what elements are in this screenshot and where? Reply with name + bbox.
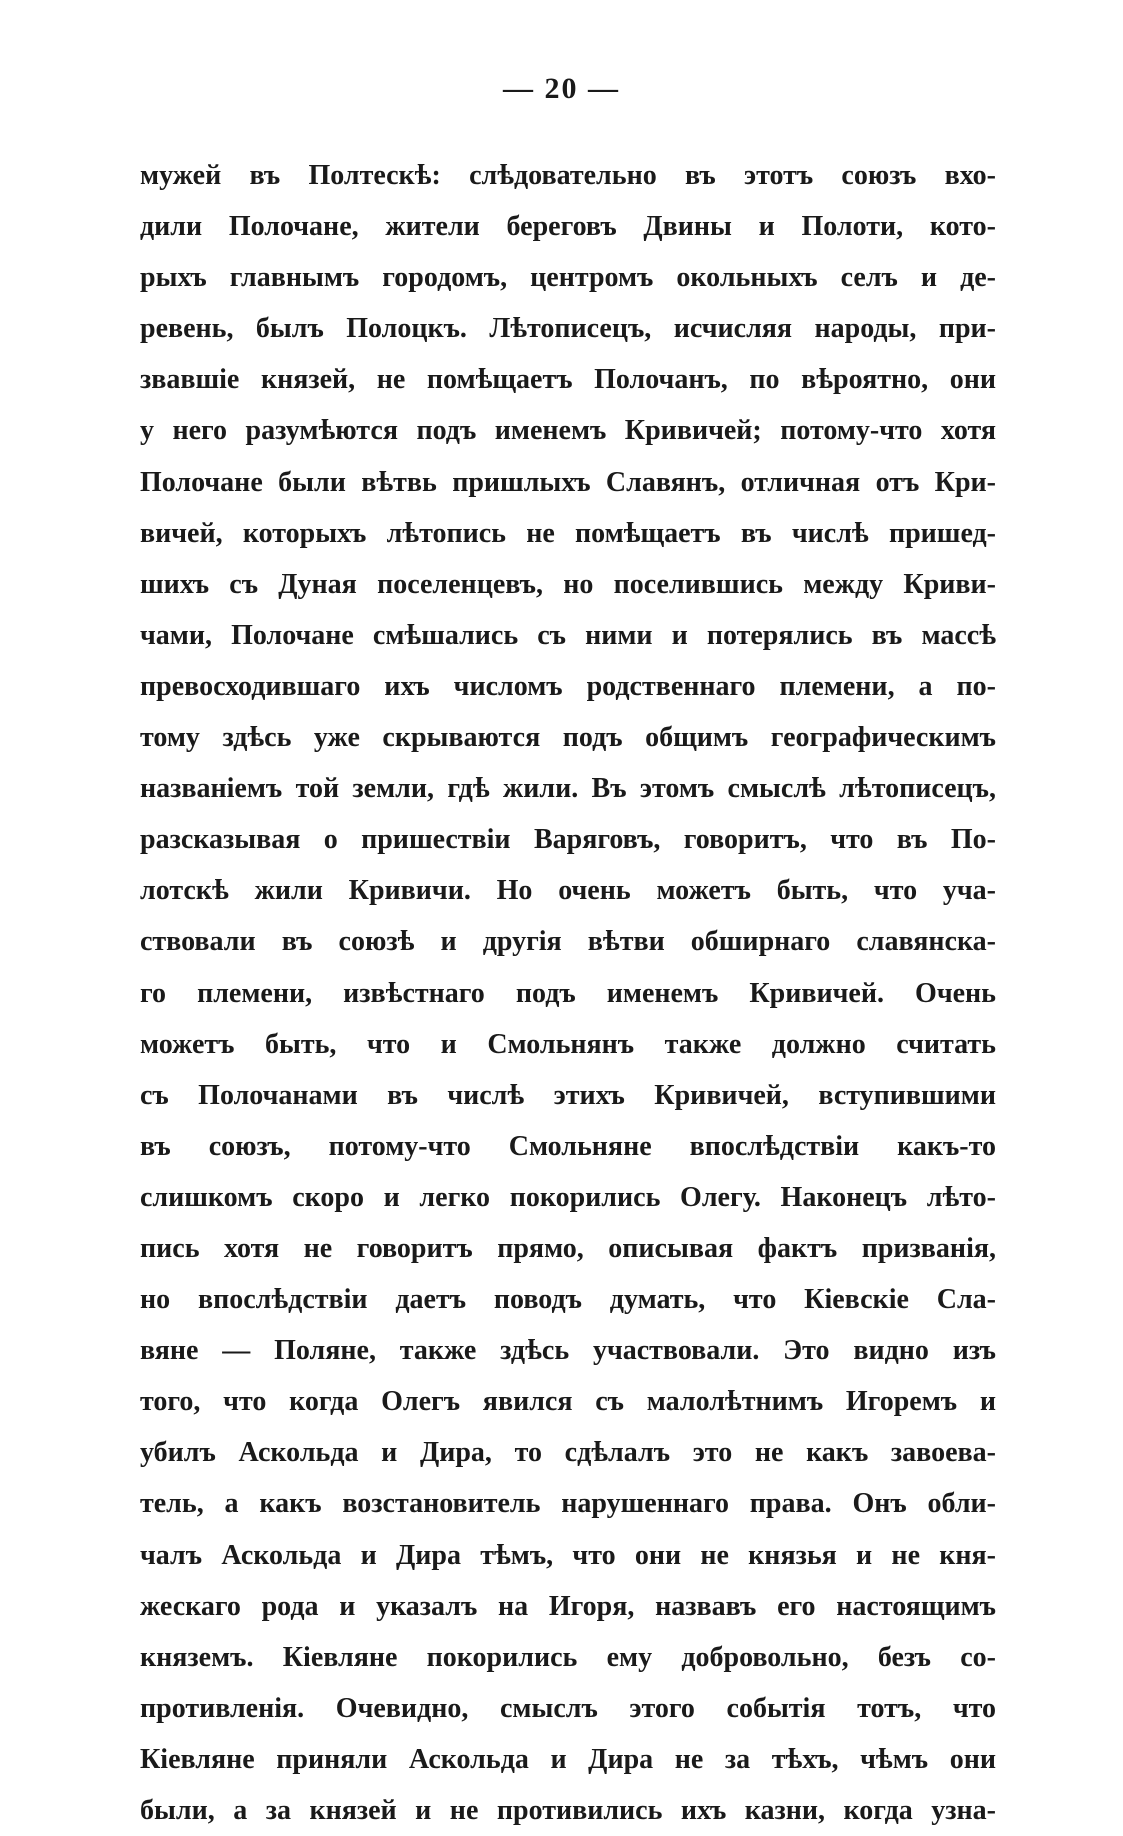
text-line: того, что когда Олегъ явился съ малолѣтнимъ Игоремъ и	[140, 1386, 996, 1418]
text-line: го племени, извѣстнаго подъ именемъ Кривичей. Очень	[140, 977, 996, 1009]
page-number: — 20 —	[503, 72, 620, 105]
text-line: ствовали въ союзѣ и другія вѣтви обширнаго славянска-	[140, 926, 996, 958]
text-line: названіемъ той земли, гдѣ жили. Въ этомъ смыслѣ лѣтописецъ,	[140, 773, 996, 805]
text-line: вичей, которыхъ лѣтопись не помѣщаетъ въ числѣ пришед-	[140, 517, 996, 549]
text-line: чалъ Аскольда и Дира тѣмъ, что они не князья и не кня-	[140, 1539, 996, 1571]
text-line: княземъ. Кіевляне покорились ему добровольно, безъ со-	[140, 1641, 996, 1673]
text-line: Кіевляне приняли Аскольда и Дира не за тѣхъ, чѣмъ они	[140, 1743, 996, 1775]
text-line: слишкомъ скоро и легко покорились Олегу. Наконецъ лѣто-	[140, 1181, 996, 1213]
text-line: тому здѣсь уже скрываются подъ общимъ географическимъ	[140, 722, 996, 754]
text-line: лотскѣ жили Кривичи. Но очень можетъ быть, что уча-	[140, 875, 996, 907]
text-line: шихъ съ Дуная поселенцевъ, но поселившись между Криви-	[140, 568, 996, 600]
text-line: чами, Полочане смѣшались съ ними и потерялись въ массѣ	[140, 619, 996, 651]
text-line: можетъ быть, что и Смольнянъ также должно считать	[140, 1028, 996, 1060]
text-line: жескаго рода и указалъ на Игоря, назвавъ его настоящимъ	[140, 1590, 996, 1622]
text-line: рыхъ главнымъ городомъ, центромъ окольныхъ селъ и де-	[140, 262, 996, 294]
text-line: звавшіе князей, не помѣщаетъ Полочанъ, по вѣроятно, они	[140, 364, 996, 396]
text-line: у него разумѣются подъ именемъ Кривичей; потому-что хотя	[140, 415, 996, 447]
text-line: дили Полочане, жители береговъ Двины и Полоти, кото-	[140, 211, 996, 243]
text-line: ревень, былъ Полоцкъ. Лѣтописецъ, исчисляя народы, при-	[140, 313, 996, 345]
body-text	[140, 150, 996, 1836]
text-line: съ Полочанами въ числѣ этихъ Кривичей, вступившими	[140, 1079, 996, 1111]
text-line: противленія. Очевидно, смыслъ этого событія тотъ, что	[140, 1692, 996, 1724]
text-line: но впослѣдствіи даетъ поводъ думать, что Кіевскіе Сла-	[140, 1284, 996, 1316]
text-line: превосходившаго ихъ числомъ родственнаго племени, а по-	[140, 670, 996, 702]
text-line: въ союзъ, потому-что Смольняне впослѣдствіи какъ-то	[140, 1130, 996, 1162]
text-line: Полочане были вѣтвь пришлыхъ Славянъ, отличная отъ Кри-	[140, 466, 996, 498]
text-line: вяне — Поляне, также здѣсь участвовали. Это видно изъ	[140, 1335, 996, 1367]
text-line: пись хотя не говоритъ прямо, описывая фактъ призванія,	[140, 1232, 996, 1264]
text-line: мужей въ Полтескѣ: слѣдовательно въ этотъ союзъ вхо-	[140, 160, 996, 191]
text-line: были, а за князей и не противились ихъ казни, когда узна-	[140, 1795, 996, 1826]
text-line: убилъ Аскольда и Дира, то сдѣлалъ это не какъ завоева-	[140, 1437, 996, 1469]
text-line: разсказывая о пришествіи Варяговъ, говоритъ, что въ По-	[140, 824, 996, 856]
text-line: тель, а какъ возстановитель нарушеннаго права. Онъ обли-	[140, 1488, 996, 1520]
